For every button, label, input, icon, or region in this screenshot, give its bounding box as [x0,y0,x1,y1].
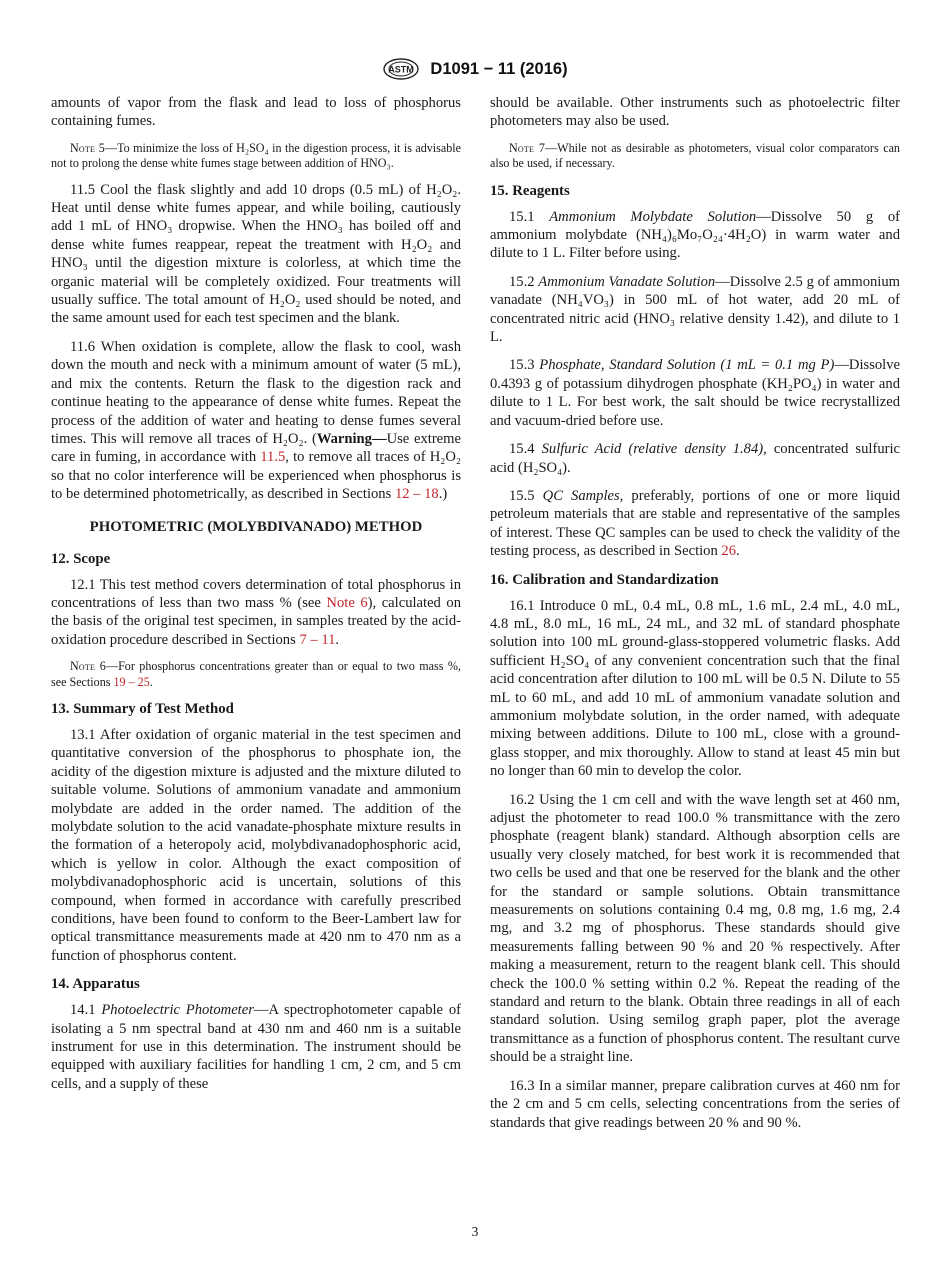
right-column [490,94,900,1142]
paragraph-11-5: 11.5 Cool the flask slightly and add 10 drops (0.5 mL) of H₂O₂. Heat until dense white fumes appear, and while boiling, cautiously add 1 mL of HNO₃ dropwise. When the HNO₃ has boiled off and dense white fumes reappear, repeat the treatment with H₂O₂ and HNO₃ until the digestion mixture is colorless, at which time the organic material will be completely oxidized. Four treatments will usually suffice. The total amount of H₂O₂ used should be noted, and the same amount used for each test specimen and the blank. [51,181,461,327]
page-number: 3 [471,1224,479,1239]
paragraph-16-2: 16.2 Using the 1 cm cell and with the wave length set at 460 nm, adjust the photometer to read 100.0 % transmittance with the zero phosphate (reagent blank) standard. Although absorption cells are usually very closely matched, for best work it is recommended that two cells be used and that one be reserved for the blank and the other for the standard or sample solutions. Obtain transmittance measurements on solutions containing 0.4 mg, 0.8 mg, 1.6 mg, 2.4 mg, and 3.2 mg of phosphorus. These standards should give measurements falling between 90 % and 20 % respectively. After making a measurement, return to the reagent blank cell. This should check the 100.0 % setting within 0.2 %. Repeat the reading of the standard and return to the blank. Obtain three readings in all of each standard solution. Using semilog graph paper, plot the average transmittance as a function of phosphorus content. The resultant curve should be a straight line. [490,791,900,1066]
paragraph-12-1: 12.1 This test method covers determination of total phosphorus in concentrations of less than two mass % (see Note 6), calculated on the basis of the original test specimen, in samples treated by the acid-oxidation procedure described in Sections 7 – 11. [51,576,461,648]
paragraph-continued: amounts of vapor from the flask and lead to loss of phosphorus containing fumes. [51,95,461,130]
section-link-11-5[interactable]: 11.5 [260,449,286,466]
section-link-12-18[interactable]: 12 – 18 [394,486,439,503]
paragraph-15-3: 15.3 Phosphate, Standard Solution (1 mL = 0.1 mg P)—Dissolve 0.4393 g of potassium dihydrogen phosphate (KH₂PO₄) in water and dilute to 1 L. For best work, the salt should be twice recrystallized and vacuum-dried before use. [490,357,900,429]
section-link-26[interactable]: 26 [721,543,737,560]
page-header [0,58,950,82]
section-12-title: 12. Scope [51,550,111,567]
paragraph-16-3: 16.3 In a similar manner, prepare calibration curves at 460 nm for the 2 cm and 5 cm cells, selecting concentrations from the series of standards that give readings between 20 % and 90 %. [490,1077,900,1131]
astm-logo-icon [382,58,420,80]
section-13-title: 13. Summary of Test Method [51,700,234,717]
paragraph-14-1: 14.1 Photoelectric Photometer—A spectrophotometer capable of isolating a 5 nm spectral band at 430 nm and 460 nm is a suitable instrument for use in this determination. The instrument should be equipped with auxiliary facilities for handling 1 cm, 2 cm, and 5 cm cells, and a supply of these [51,1002,461,1092]
section-link-19-25[interactable]: 19 – 25 [113,674,150,689]
paragraph-11-6: 11.6 When oxidation is complete, allow the flask to cool, wash down the mouth and neck with a minimum amount of water (5 mL), and mix the contents. Return the flask to the digestion rack and continue heating to the appearance of dense white fumes. Repeat the process of the addition of water and heating to dense fumes several times. This will remove all traces of H₂O₂. (Warning—Use extreme care in fuming, in accordance with 11.5, to remove all traces of H₂O₂ so that no color interference will be experienced when phosphorus is to be determined photometrically, as described in Sections 12 – 18.) [51,338,461,503]
section-14-title: 14. Apparatus [51,976,140,993]
paragraph-15-4: 15.4 Sulfuric Acid (relative density 1.84), concentrated sulfuric acid (H₂SO₄). [490,441,901,476]
note-7: Note 7—While not as desirable as photometers, visual color comparators can also be used, if necessary. [490,140,900,171]
paragraph-13-1: 13.1 After oxidation of organic material in the test specimen and quantitative conversion of the phosphorus to phosphate ion, the acidity of the digestion mixture is adjusted and the mixture diluted to suitable volume. Solutions of ammonium vanadate and ammonium molybdate are added in the order named. The addition of the molybdate solution to the acid vanadate-phosphate mixture results in the formation of a heteropoly acid, molybdivanadophosphoric acid, which is yellow in color. Although the exact composition of molybdivanadophosphoric acid is uncertain, solutions of this compound, when formed in accordance with carefully prescribed conditions, have been found to conform to the Beer-Lambert law for optical transmittance measurements made at 420 nm to 470 nm as a function of phosphorus content. [51,726,461,964]
svg-text:ASTM: ASTM [388,64,415,75]
note-6-link[interactable]: Note 6 [326,594,368,611]
method-title: PHOTOMETRIC (MOLYBDIVANADO) METHOD [89,518,423,535]
paragraph-16-1: 16.1 Introduce 0 mL, 0.4 mL, 0.8 mL, 1.6 mL, 2.4 mL, 4.0 mL, 4.8 mL, 8.0 mL, 16 mL, 24 mL, and 32 mL of standard phosphate solution into 100 mL ground-glass-stoppered volumetric flasks. Add sufficient H₂SO₄ of any convenient concentration such that the final acid concentration after dilution to 100 mL will be 0.5 N. Dilute to 55 mL to 60 mL, and add 10 mL of ammonium vanadate solution and ammonium molybdate solution, in the order named, with adequate mixing between additions. Dilute to 100 mL, close with a ground-glass stopper, and mix thoroughly. Allow to stand at least 45 min but no longer than 60 min to develop the color. [490,597,900,780]
section-16-title: 16. Calibration and Standardization [490,571,719,588]
note-5: Note 5—To minimize the loss of H₂SO₄ in the digestion process, it is advisable not to prolong the dense white fumes stage between addition of HNO₃. [51,140,461,171]
paragraph-15-5: 15.5 QC Samples, preferably, portions of one or more liquid petroleum materials that are stable and representative of the samples of interest. These QC samples can be used to check the validity of the testing process, as described in Section 26. [490,487,900,560]
section-link-7-11[interactable]: 7 – 11 [299,631,336,648]
paragraph-14-1-continued: should be available. Other instruments such as photoelectric filter photometers may also be used. [490,95,900,130]
document-id: D1091 − 11 (2016) [430,59,568,78]
paragraph-15-1: 15.1 Ammonium Molybdate Solution—Dissolve 50 g of ammonium molybdate (NH₄)₆Mo₇O₂₄·4H₂O) in warm water and dilute to 1 L. Filter before using. [490,208,901,262]
left-column [51,94,461,1103]
section-15-title: 15. Reagents [490,182,570,199]
paragraph-15-2: 15.2 Ammonium Vanadate Solution—Dissolve 2.5 g of ammonium vanadate (NH₄VO₃) in 500 mL of hot water, add 20 mL of concentrated nitric acid (HNO₃ relative density 1.42), and dilute to 1 L. [490,273,900,346]
note-6: Note 6—For phosphorus concentrations greater than or equal to two mass %, see Sections 19 – 25. [51,659,461,689]
